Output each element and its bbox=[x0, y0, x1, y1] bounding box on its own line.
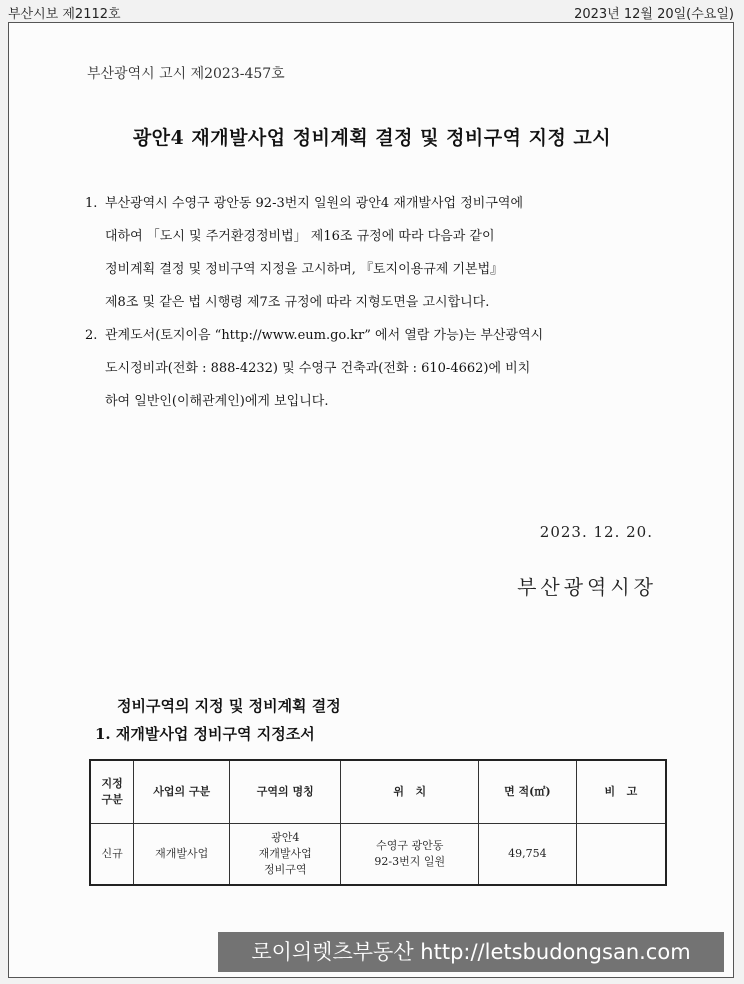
paragraph-number: 1. bbox=[85, 196, 98, 211]
paragraph-line: 하여 일반인(이해관계인)에게 보입니다. bbox=[105, 394, 329, 409]
paragraph-line: 제8조 및 같은 법 시행령 제7조 규정에 따라 지형도면을 고시합니다. bbox=[105, 295, 490, 310]
table-header-cell: 지정 구분 bbox=[90, 760, 134, 824]
table-header-cell: 면 적(㎡) bbox=[478, 760, 576, 824]
section-subtitle: 1. 재개발사업 정비구역 지정조서 bbox=[95, 725, 315, 743]
notice-number: 부산광역시 고시 제2023-457호 bbox=[87, 66, 285, 82]
section-title: 정비구역의 지정 및 정비계획 결정 bbox=[117, 697, 341, 715]
paragraph-1 bbox=[85, 187, 665, 319]
table-cell: 신규 bbox=[90, 824, 134, 886]
table-header-cell: 구역의 명칭 bbox=[229, 760, 341, 824]
notice-title: 광안4 재개발사업 정비계획 결정 및 정비구역 지정 고시 bbox=[132, 127, 612, 149]
notice-page bbox=[8, 22, 734, 978]
table-cell: 49,754 bbox=[478, 824, 576, 886]
table-row bbox=[90, 824, 666, 886]
table-cell bbox=[576, 824, 666, 886]
gazette-issue: 부산시보 제2112호 bbox=[8, 7, 121, 22]
gazette-date: 2023년 12월 20일(수요일) bbox=[574, 7, 734, 22]
table-header-cell: 위 치 bbox=[341, 760, 479, 824]
gazette-header bbox=[0, 0, 744, 22]
notice-date: 2023. 12. 20. bbox=[539, 523, 653, 541]
watermark-banner: 로이의렛츠부동산 http://letsbudongsan.com bbox=[218, 932, 724, 972]
table-header-row bbox=[90, 760, 666, 824]
paragraph-2 bbox=[85, 319, 665, 418]
paragraph-line: 도시정비과(전화 : 888-4232) 및 수영구 건축과(전화 : 610-4662)에 비치 bbox=[105, 361, 531, 376]
table-cell: 재개발사업 bbox=[134, 824, 230, 886]
paragraph-number: 2. bbox=[85, 328, 98, 343]
paragraph-line: 관계도서(토지이음 “http://www.eum.go.kr” 에서 열람 가능)는 부산광역시 bbox=[105, 328, 544, 343]
table-cell: 광안4 재개발사업 정비구역 bbox=[229, 824, 341, 886]
table-header-cell: 사업의 구분 bbox=[134, 760, 230, 824]
table-cell: 수영구 광안동 92-3번지 일원 bbox=[341, 824, 479, 886]
paragraph-line: 대하여 「도시 및 주거환경정비법」 제16조 규정에 따라 다음과 같이 bbox=[105, 229, 495, 244]
region-designation-table bbox=[89, 759, 667, 886]
paragraph-line: 부산광역시 수영구 광안동 92-3번지 일원의 광안4 재개발사업 정비구역에 bbox=[105, 196, 524, 211]
notice-signer: 부산광역시장 bbox=[517, 575, 657, 599]
paragraph-line: 정비계획 결정 및 정비구역 지정을 고시하며, 『토지이용규제 기본법』 bbox=[105, 262, 504, 277]
table-header-cell: 비 고 bbox=[576, 760, 666, 824]
